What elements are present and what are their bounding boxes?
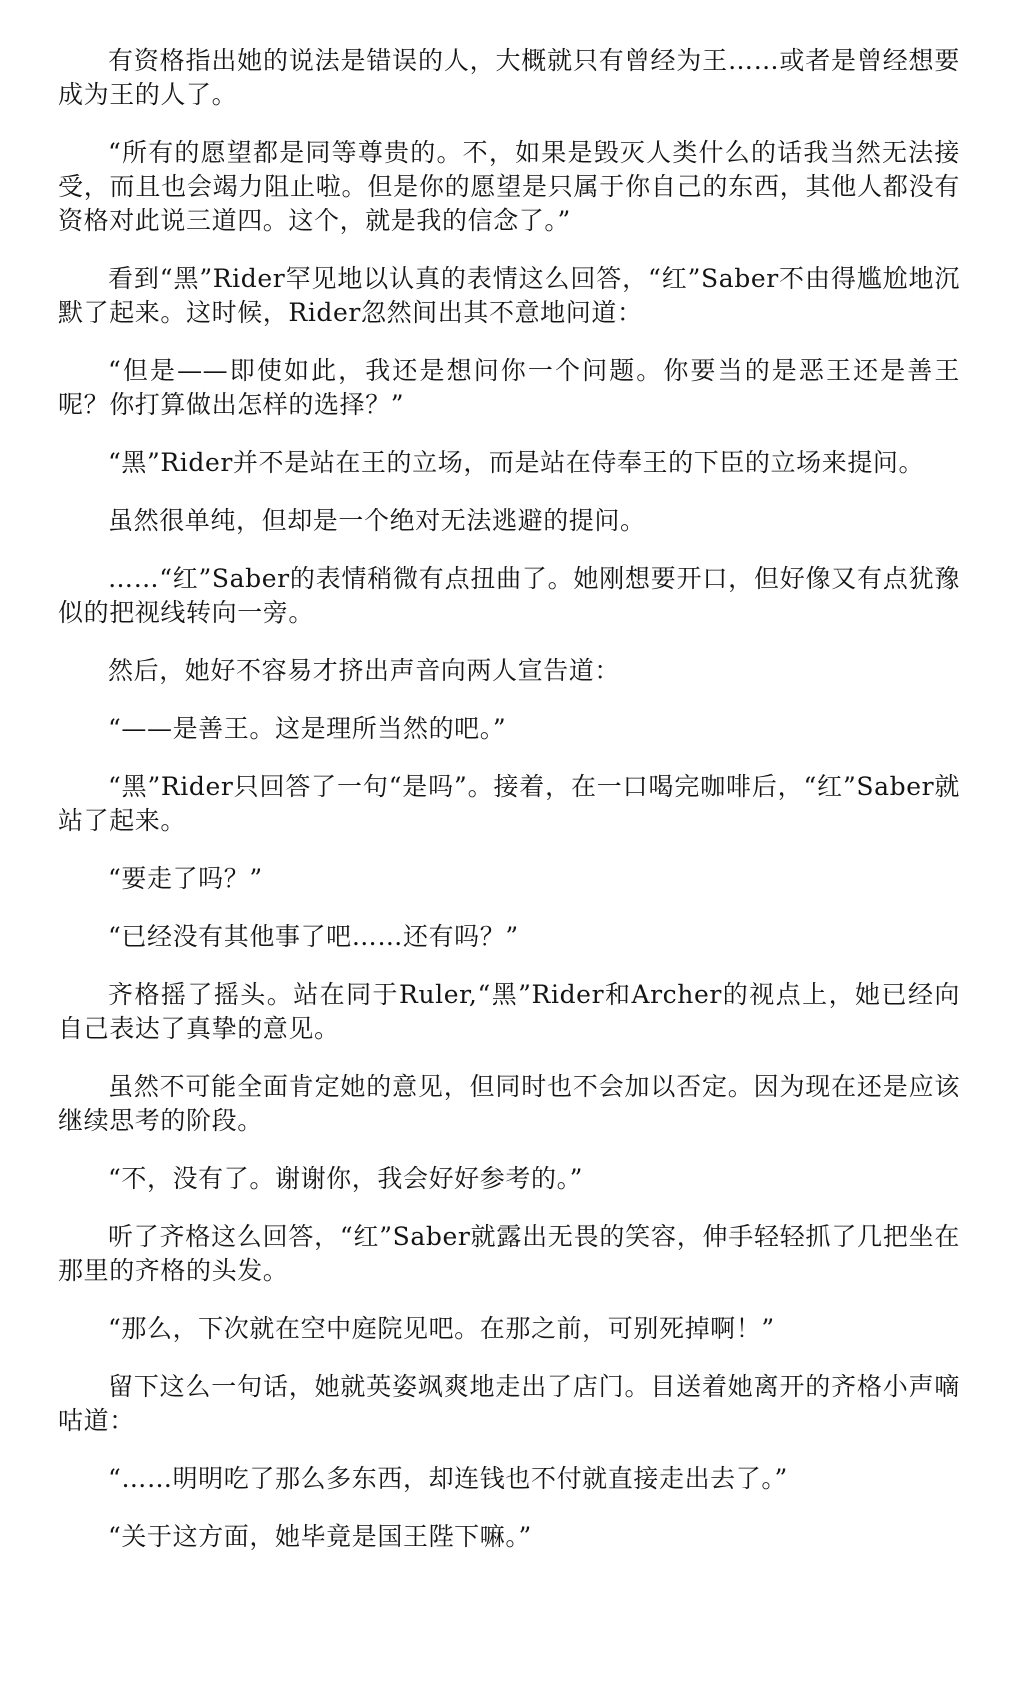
paragraph: 齐格摇了摇头。站在同于Ruler,“黑”Rider和Archer的视点上，她已经向自己表达了真挚的意见。 [58, 980, 960, 1043]
paragraph: 有资格指出她的说法是错误的人，大概就只有曾经为王……或者是曾经想要成为王的人了。 [58, 46, 960, 109]
paragraph: “……明明吃了那么多东西，却连钱也不付就直接走出去了。” [108, 1464, 788, 1493]
paragraph: “黑”Rider并不是站在王的立场，而是站在侍奉王的下臣的立场来提问。 [108, 448, 925, 477]
paragraph: 听了齐格这么回答，“红”Saber就露出无畏的笑容，伸手轻轻抓了几把坐在那里的齐格的头发。 [58, 1222, 960, 1285]
paragraph: 留下这么一句话，她就英姿飒爽地走出了店门。目送着她离开的齐格小声嘀咕道： [58, 1372, 960, 1435]
paragraph: “不，没有了。谢谢你，我会好好参考的。” [108, 1164, 584, 1193]
paragraph: “关于这方面，她毕竟是国王陛下嘛。” [108, 1522, 532, 1551]
paragraph: 看到“黑”Rider罕见地以认真的表情这么回答，“红”Saber不由得尴尬地沉默了起来。这时候，Rider忽然间出其不意地问道： [58, 264, 960, 327]
paragraph: 虽然不可能全面肯定她的意见，但同时也不会加以否定。因为现在还是应该继续思考的阶段。 [58, 1072, 960, 1135]
paragraph: “已经没有其他事了吧……还有吗？” [108, 922, 519, 951]
paragraph: “但是——即使如此，我还是想问你一个问题。你要当的是恶王还是善王呢？你打算做出怎样的选择？” [58, 356, 960, 419]
paragraph: ……“红”Saber的表情稍微有点扭曲了。她刚想要开口，但好像又有点犹豫似的把视线转向一旁。 [58, 564, 960, 627]
paragraph: “那么，下次就在空中庭院见吧。在那之前，可别死掉啊！” [108, 1314, 775, 1343]
paragraph: “——是善王。这是理所当然的吧。” [108, 714, 507, 743]
paragraph: 虽然很单纯，但却是一个绝对无法逃避的提问。 [108, 506, 646, 535]
paragraph: “所有的愿望都是同等尊贵的。不，如果是毁灭人类什么的话我当然无法接受，而且也会竭力阻止啦。但是你的愿望是只属于你自己的东西，其他人都没有资格对此说三道四。这个，就是我的信念了。” [58, 138, 960, 235]
paragraph: 然后，她好不容易才挤出声音向两人宣告道： [108, 656, 621, 685]
paragraph: “要走了吗？” [108, 864, 263, 893]
document-page [58, 44, 960, 1578]
paragraph: “黑”Rider只回答了一句“是吗”。接着，在一口喝完咖啡后，“红”Saber就站了起来。 [58, 772, 960, 835]
